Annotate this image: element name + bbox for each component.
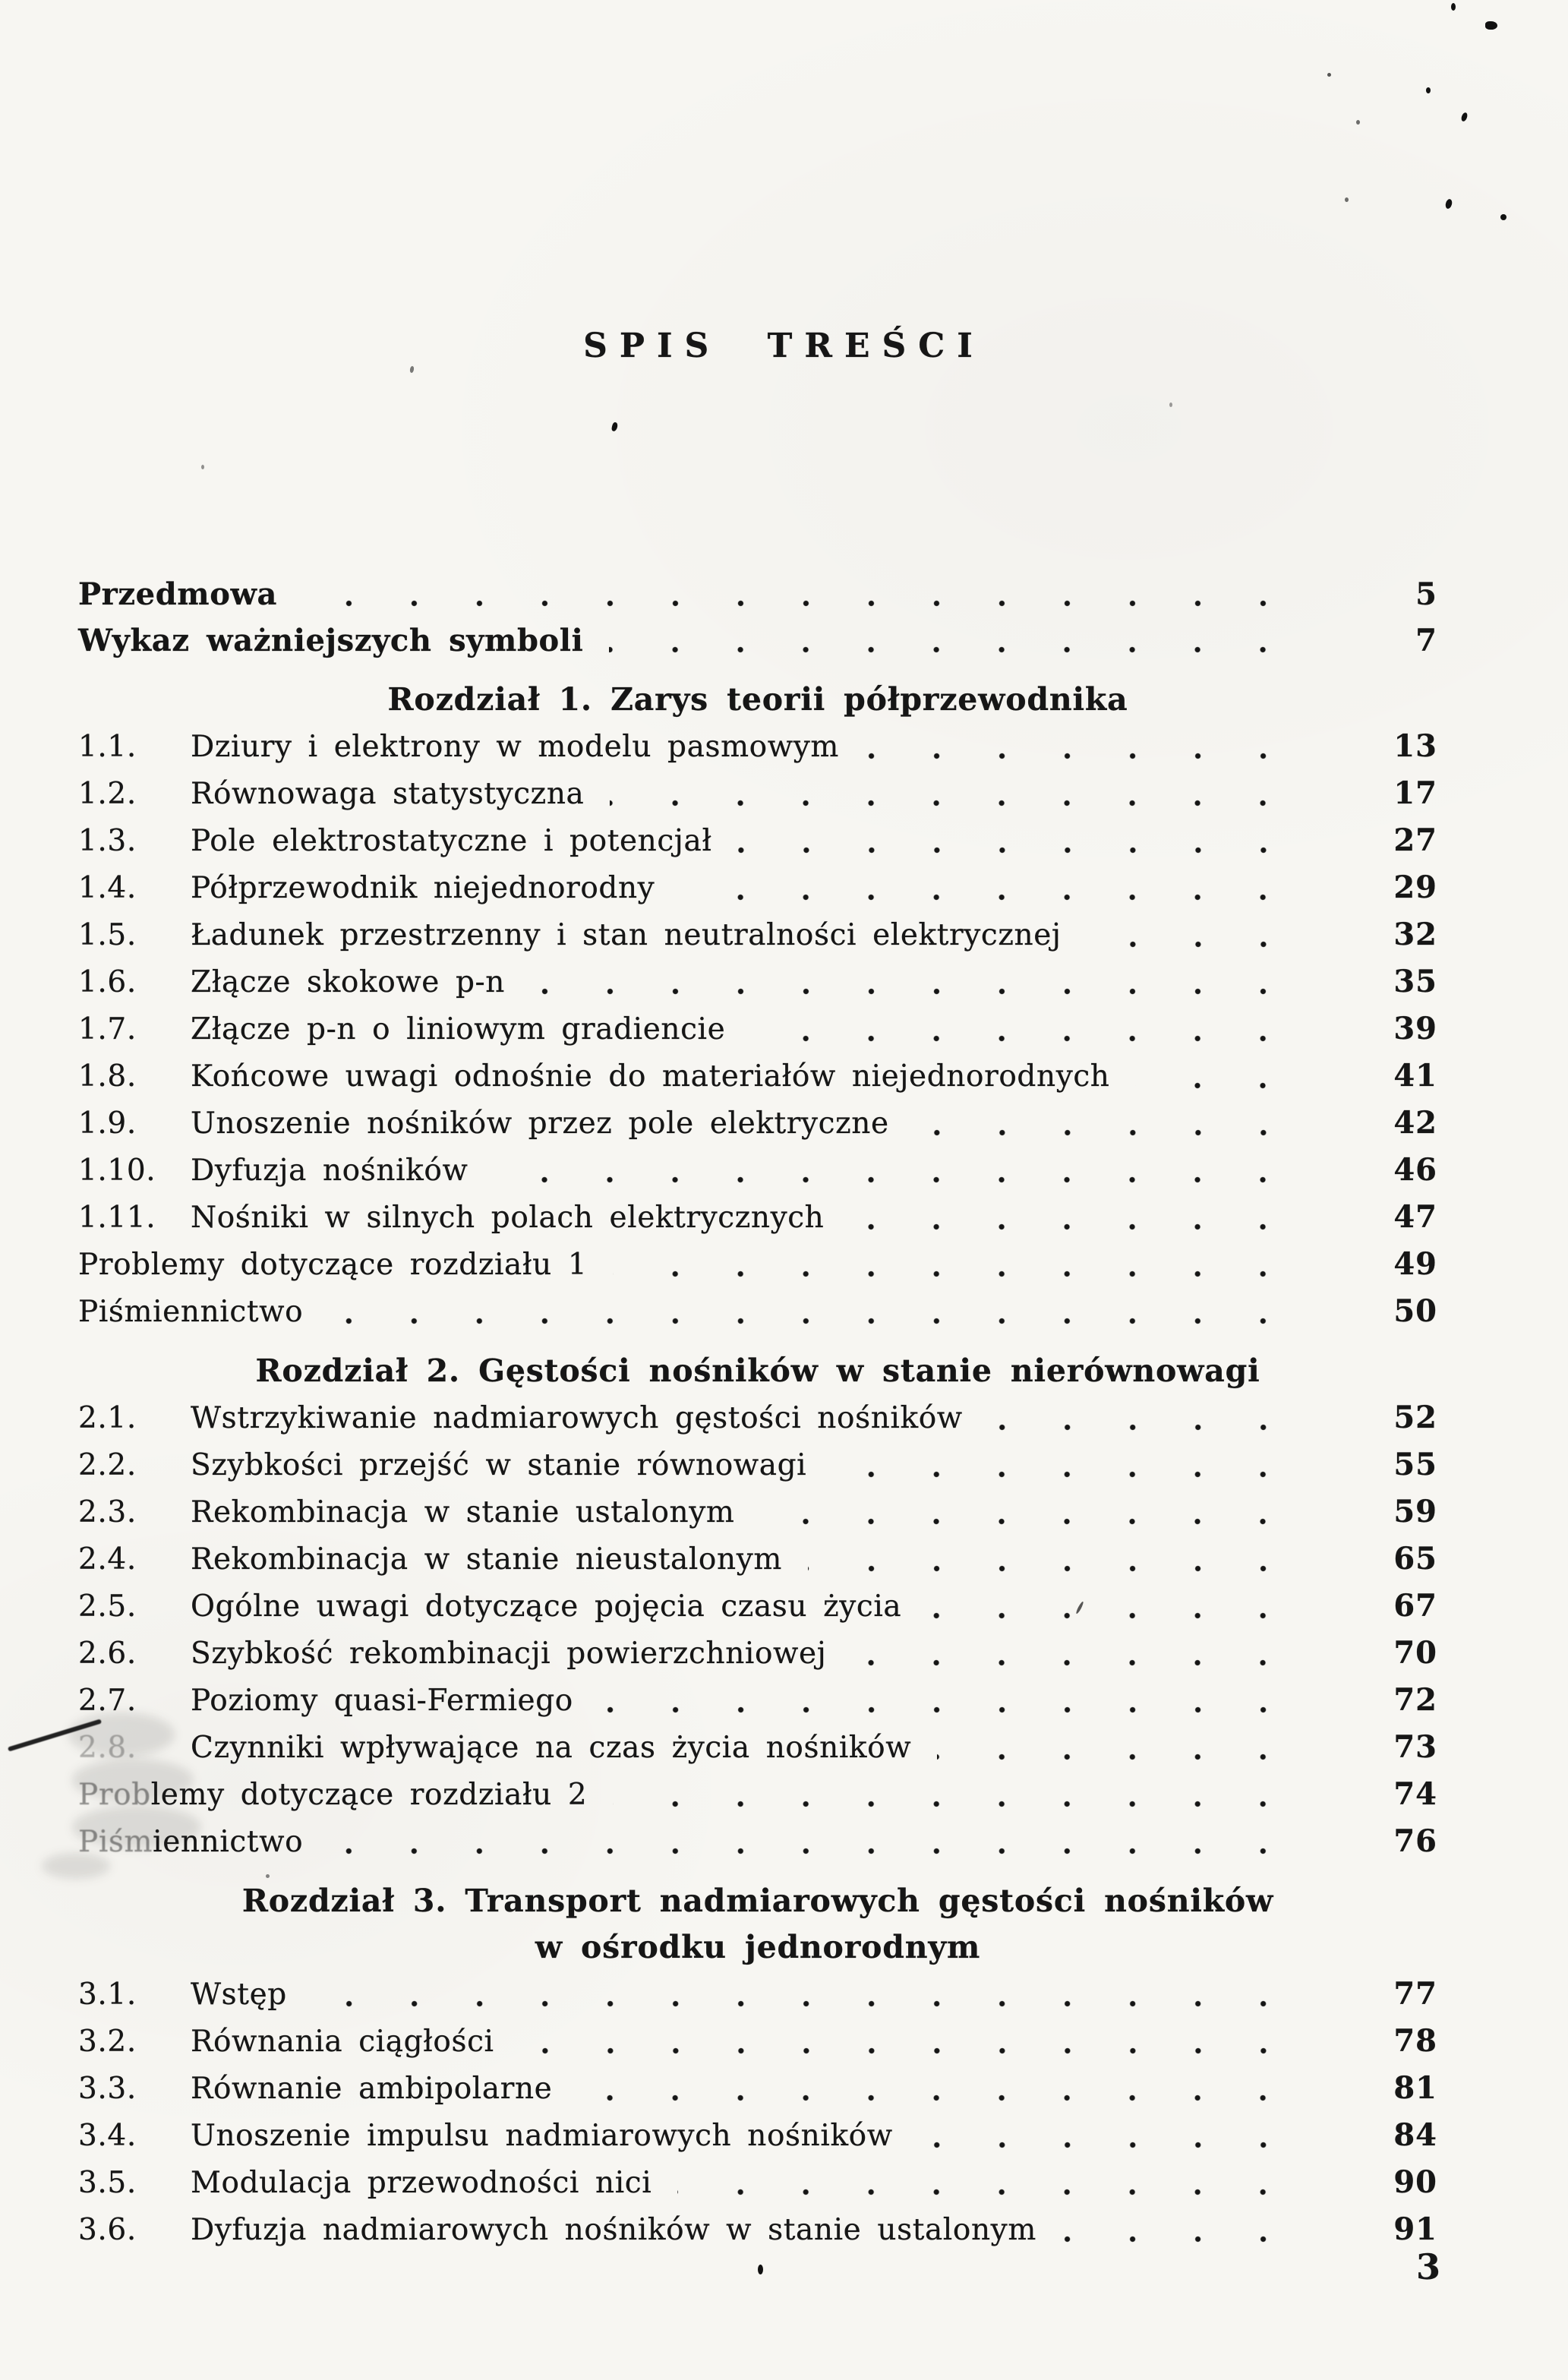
- toc-entry: [78, 817, 1437, 864]
- table-of-contents: [78, 571, 1437, 2253]
- entry-number: 1.5.: [78, 918, 137, 952]
- toc-entry: [78, 617, 1437, 664]
- entry-page-number: 35: [1393, 964, 1437, 999]
- text-fragment: iennictwo: [153, 1825, 304, 1859]
- toc-entry: [78, 1536, 1437, 1583]
- toc-entry: [78, 2159, 1437, 2206]
- toc-entry: [78, 2206, 1437, 2253]
- dot-leader: [610, 800, 1325, 806]
- toc-entry: [78, 723, 1437, 770]
- toc-entry: [78, 770, 1437, 817]
- ink-speck: [1451, 3, 1456, 11]
- entry-label: Wstrzykiwanie nadmiarowych gęstości nośników: [191, 1401, 963, 1435]
- toc-entry: [78, 2065, 1437, 2112]
- entry-number: 1.2.: [78, 777, 137, 811]
- page-folio: 3: [1415, 2246, 1440, 2287]
- toc-entry: [78, 958, 1437, 1005]
- chapter-heading: Rozdział 3. Transport nadmiarowych gęstości nośników: [241, 1883, 1274, 1919]
- toc-entry: [78, 1630, 1437, 1677]
- entry-page-number: 39: [1393, 1011, 1437, 1046]
- entry-label: Dyfuzja nadmiarowych nośników w stanie ustalonym: [191, 2213, 1036, 2247]
- entry-number: 1.7.: [78, 1012, 137, 1046]
- entry-page-number: 91: [1393, 2211, 1437, 2247]
- entry-page-number: 59: [1393, 1494, 1437, 1529]
- toc-entry: [78, 1241, 1437, 1288]
- entry-number: 1.4.: [78, 871, 137, 905]
- entry-label: Pole elektrostatyczne i potencjał: [191, 824, 712, 858]
- entry-number: 2.8.: [78, 1731, 137, 1765]
- entry-number: 2.3.: [78, 1495, 137, 1529]
- toc-entry: [78, 1724, 1437, 1771]
- entry-number: 2.7.: [78, 1684, 137, 1718]
- toc-entry: [78, 864, 1437, 911]
- entry-page-number: 47: [1393, 1199, 1437, 1235]
- entry-page-number: 73: [1393, 1729, 1437, 1765]
- dot-leader: [1087, 941, 1325, 948]
- entry-number: 1.9.: [78, 1106, 137, 1141]
- entry-label: Ogólne uwagi dotyczące pojęcia czasu życia: [191, 1589, 902, 1624]
- entry-page-number: 13: [1393, 728, 1437, 764]
- entry-label: Równowaga statystyczna: [191, 777, 585, 811]
- ink-speck: [1356, 120, 1360, 125]
- toc-entry: [78, 1771, 1437, 1818]
- entry-label: Wstęp: [191, 1978, 287, 2012]
- entry-page-number: 27: [1393, 822, 1437, 858]
- entry-number: 2.5.: [78, 1589, 137, 1624]
- entry-label: Złącze p-n o liniowym gradiencie: [191, 1012, 726, 1046]
- dot-leader: [613, 1801, 1325, 1807]
- entry-number: 1.6.: [78, 965, 137, 999]
- entry-number: 3.4.: [78, 2119, 137, 2153]
- entry-number: 3.2.: [78, 2025, 137, 2059]
- dot-leader: [937, 1753, 1325, 1760]
- entry-page-number: 42: [1393, 1105, 1437, 1141]
- ink-speck: [1426, 87, 1431, 93]
- ink-smudge: [72, 1806, 201, 1848]
- dot-leader: [329, 1848, 1325, 1854]
- ink-speck: [1485, 21, 1497, 30]
- dot-leader: [677, 2189, 1325, 2195]
- dot-leader: [850, 1223, 1325, 1230]
- entry-page-number: 50: [1393, 1293, 1437, 1329]
- entry-label: Wykaz ważniejszych symboli: [78, 623, 584, 658]
- toc-entry: [78, 1394, 1437, 1441]
- dot-leader: [989, 1424, 1325, 1431]
- entry-number: 3.3.: [78, 2072, 137, 2106]
- chapter-heading: Rozdział 1. Zarys teorii półprzewodnika: [387, 681, 1128, 718]
- entry-label: Rekombinacja w stanie ustalonym: [191, 1495, 735, 1529]
- dot-leader: [919, 2142, 1325, 2148]
- faded-text-fragment: Prob: [78, 1778, 151, 1812]
- entry-page-number: 70: [1393, 1635, 1437, 1671]
- entry-label: Czynniki wpływające na czas życia nośników: [191, 1731, 912, 1765]
- dot-leader: [613, 1270, 1325, 1277]
- entry-label: Końcowe uwagi odnośnie do materiałów niejednorodnych: [191, 1059, 1110, 1094]
- entry-label: Ładunek przestrzenny i stan neutralności elektrycznej: [191, 918, 1062, 952]
- ink-speck: [201, 465, 204, 469]
- toc-entry: [78, 1441, 1437, 1488]
- dot-leader: [303, 600, 1325, 607]
- dot-leader: [808, 1565, 1325, 1572]
- entry-number: 1.11.: [78, 1201, 156, 1235]
- entry-page-number: 52: [1393, 1400, 1437, 1435]
- toc-entry: [78, 1677, 1437, 1724]
- entry-page-number: 65: [1393, 1541, 1437, 1577]
- ink-speck: [409, 366, 414, 374]
- entry-page-number: 29: [1393, 870, 1437, 905]
- entry-label: Równania ciągłości: [191, 2025, 494, 2059]
- dot-leader: [865, 753, 1325, 759]
- entry-number: 2.6.: [78, 1637, 137, 1671]
- entry-page-number: 76: [1393, 1823, 1437, 1859]
- entry-label: Przedmowa: [78, 576, 278, 612]
- entry-number: 3.1.: [78, 1978, 137, 2012]
- toc-entry: [78, 911, 1437, 958]
- entry-number: 3.6.: [78, 2213, 137, 2247]
- entry-label: Rekombinacja w stanie nieustalonym: [191, 1542, 782, 1577]
- entry-number: 1.10.: [78, 1154, 156, 1188]
- entry-page-number: 77: [1393, 1976, 1437, 2012]
- entry-label: Piśmiennictwo: [78, 1295, 304, 1329]
- entry-label: Dziury i elektrony w modelu pasmowym: [191, 730, 839, 764]
- ink-speck: [1500, 214, 1506, 220]
- entry-page-number: 55: [1393, 1447, 1437, 1482]
- entry-page-number: 32: [1393, 917, 1437, 952]
- entry-page-number: 41: [1393, 1058, 1437, 1094]
- dot-leader: [1062, 2236, 1325, 2243]
- toc-entry: [78, 1005, 1437, 1053]
- entry-page-number: 84: [1393, 2117, 1437, 2153]
- ink-speck: [611, 421, 618, 431]
- toc-entry: [78, 1583, 1437, 1630]
- entry-label: Nośniki w silnych polach elektrycznych: [191, 1201, 825, 1235]
- dot-leader: [531, 988, 1325, 995]
- dot-leader: [738, 847, 1325, 854]
- entry-label: Modulacja przewodności nici: [191, 2166, 652, 2200]
- dot-leader: [852, 1659, 1325, 1666]
- dot-leader: [609, 646, 1325, 653]
- toc-entry: [78, 1971, 1437, 2018]
- dot-leader: [680, 894, 1325, 901]
- entry-page-number: 74: [1393, 1776, 1437, 1812]
- toc-entry: [78, 1053, 1437, 1100]
- ink-smudge: [72, 1759, 194, 1801]
- entry-label: Szybkość rekombinacji powierzchniowej: [191, 1637, 827, 1671]
- entry-label: Szybkości przejść w stanie równowagi: [191, 1448, 807, 1482]
- toc-entry: [78, 2018, 1437, 2065]
- entry-number: 3.5.: [78, 2166, 137, 2200]
- entry-number: 2.4.: [78, 1542, 137, 1577]
- dot-leader: [832, 1471, 1325, 1478]
- entry-label: Półprzewodnik niejednorodny: [191, 871, 655, 905]
- dot-leader: [329, 1318, 1325, 1324]
- toc-entry: [78, 1147, 1437, 1194]
- entry-number: 1.1.: [78, 730, 137, 764]
- dot-leader: [760, 1518, 1325, 1525]
- entry-number: 1.8.: [78, 1059, 137, 1094]
- dot-leader: [751, 1035, 1325, 1042]
- dot-leader: [313, 2000, 1325, 2007]
- ink-speck: [1327, 73, 1331, 77]
- entry-label: Równanie ambipolarne: [191, 2072, 553, 2106]
- entry-page-number: 7: [1415, 623, 1437, 658]
- dot-leader: [520, 2047, 1325, 2054]
- toc-entry: [78, 571, 1437, 617]
- entry-page-number: 72: [1393, 1682, 1437, 1718]
- toc-entry: [78, 1488, 1437, 1536]
- ink-speck: [266, 1874, 270, 1878]
- entry-page-number: 46: [1393, 1152, 1437, 1188]
- dot-leader: [494, 1176, 1325, 1183]
- toc-entry: [78, 1818, 1437, 1865]
- entry-label: Problemy dotyczące rozdziału 1: [78, 1248, 588, 1282]
- dot-leader: [1135, 1082, 1325, 1089]
- entry-page-number: 67: [1393, 1588, 1437, 1624]
- toc-entry: [78, 1100, 1437, 1147]
- entry-label: Dyfuzja nośników: [191, 1154, 469, 1188]
- entry-page-number: 49: [1393, 1246, 1437, 1282]
- entry-page-number: 90: [1393, 2164, 1437, 2200]
- ink-smudge: [42, 1853, 110, 1879]
- chapter-heading-line-2: w ośrodku jednorodnym: [535, 1929, 981, 1965]
- faded-text-fragment: Piśm: [78, 1825, 153, 1859]
- page-title: SPIS TREŚCI: [583, 327, 985, 365]
- dot-leader: [927, 1612, 1325, 1619]
- entry-page-number: 78: [1393, 2023, 1437, 2059]
- toc-entry: [78, 1194, 1437, 1241]
- ink-speck: [1345, 197, 1349, 202]
- text-fragment: lemy dotyczące rozdziału 2: [150, 1778, 588, 1812]
- entry-label: Unoszenie impulsu nadmiarowych nośników: [191, 2119, 893, 2153]
- entry-page-number: 5: [1415, 576, 1437, 612]
- dot-leader: [578, 2094, 1325, 2101]
- dot-leader: [915, 1129, 1325, 1136]
- ink-speck: [1169, 402, 1172, 407]
- entry-label: Unoszenie nośników przez pole elektryczne: [191, 1106, 889, 1141]
- entry-page-number: 17: [1393, 775, 1437, 811]
- entry-label: Poziomy quasi-Fermiego: [191, 1684, 573, 1718]
- toc-entry: [78, 1288, 1437, 1335]
- entry-page-number: 81: [1393, 2070, 1437, 2106]
- chapter-heading: Rozdział 2. Gęstości nośników w stanie nierównowagi: [255, 1353, 1260, 1389]
- ink-smudge: [68, 1712, 175, 1757]
- ink-speck: [758, 2265, 763, 2274]
- entry-label: Złącze skokowe p-n: [191, 965, 506, 999]
- entry-number: 2.1.: [78, 1401, 137, 1435]
- toc-entry: [78, 2112, 1437, 2159]
- entry-number: 2.2.: [78, 1448, 137, 1482]
- entry-number: 1.3.: [78, 824, 137, 858]
- dot-leader: [599, 1706, 1325, 1713]
